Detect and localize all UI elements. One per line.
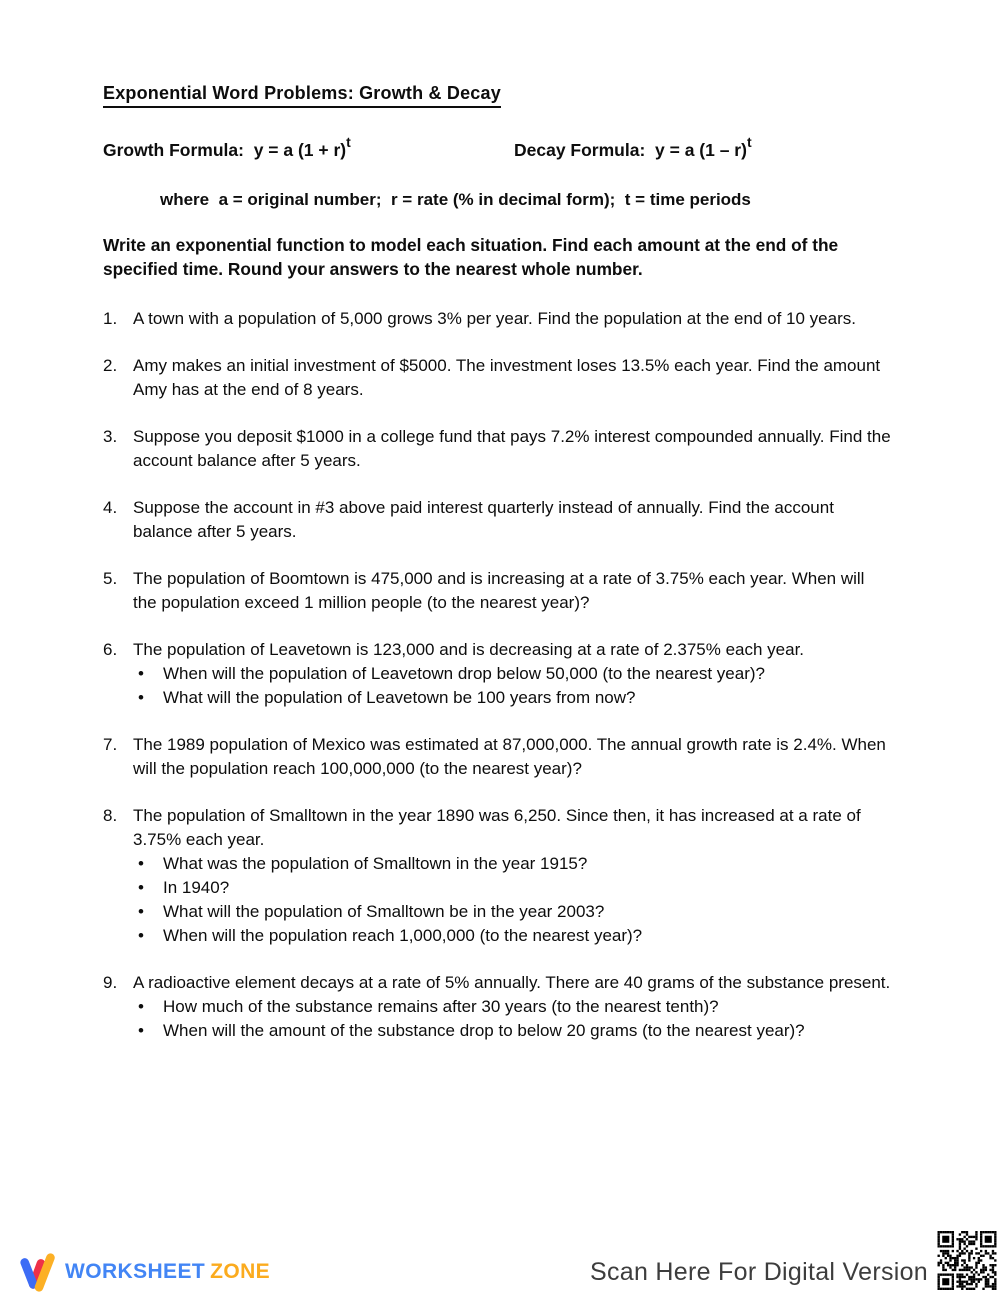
bullet-icon: • xyxy=(138,997,144,1016)
logo-zone-text: ZONE xyxy=(210,1260,271,1283)
decay-formula-exponent: t xyxy=(746,134,752,150)
bullet-item xyxy=(133,900,891,924)
problem-text: A radioactive element decays at a rate of 5% annually. There are 40 grams of the substance present. xyxy=(133,973,891,992)
bullet-icon: • xyxy=(138,854,144,873)
bullet-item xyxy=(133,852,891,876)
problem-number: 1. xyxy=(103,309,118,328)
problem-number: 3. xyxy=(103,427,118,446)
worksheetzone-logo xyxy=(16,1251,270,1293)
bullet-icon: • xyxy=(138,1021,144,1040)
decay-formula-text: Decay Formula: y = a (1 – r) xyxy=(514,140,747,160)
problem-item xyxy=(103,971,893,1043)
problem-body xyxy=(133,425,891,473)
worksheet-content xyxy=(103,83,893,1066)
scan-here-label: Scan Here For Digital Version xyxy=(590,1258,929,1286)
bullet-text: When will the population reach 1,000,000 (to the nearest year)? xyxy=(163,926,643,945)
bullet-icon: • xyxy=(138,902,144,921)
worksheetzone-logo-icon xyxy=(16,1251,62,1293)
problem-number: 2. xyxy=(103,356,118,375)
problem-number: 4. xyxy=(103,498,118,517)
bullet-item xyxy=(133,995,891,1019)
page-title: Exponential Word Problems: Growth & Decay xyxy=(103,83,501,108)
problem-item xyxy=(103,307,893,331)
formula-row xyxy=(103,134,893,163)
qr-code xyxy=(936,1231,998,1290)
problem-item xyxy=(103,567,893,615)
problem-text: A town with a population of 5,000 grows 3% per year. Find the population at the end of 10 years. xyxy=(133,309,856,328)
instructions-text: Write an exponential function to model each situation. Find each amount at the end of the specified time. Round your answers to the nearest whole number. xyxy=(103,235,839,279)
problem-text: Suppose you deposit $1000 in a college fund that pays 7.2% interest compounded annually. Find the account balance after 5 years. xyxy=(133,427,891,470)
bullet-icon: • xyxy=(138,926,144,945)
problem-item xyxy=(103,425,893,473)
problem-number: 8. xyxy=(103,806,118,825)
bullet-text: How much of the substance remains after 30 years (to the nearest tenth)? xyxy=(163,997,719,1016)
growth-formula-text: Growth Formula: y = a (1 + r) xyxy=(103,140,347,160)
problem-list xyxy=(103,307,893,1043)
problem-body xyxy=(133,733,891,781)
bullet-item xyxy=(133,1019,891,1043)
problem-text: The population of Leavetown is 123,000 and is decreasing at a rate of 2.375% each year. xyxy=(133,640,805,659)
bullet-text: In 1940? xyxy=(163,878,230,897)
problem-text: The population of Smalltown in the year 1890 was 6,250. Since then, it has increased at a rate of 3.75% each year. xyxy=(133,806,861,849)
problem-item xyxy=(103,354,893,402)
problem-bullets xyxy=(133,995,891,1043)
problem-body xyxy=(133,971,891,1043)
bullet-icon: • xyxy=(138,688,144,707)
problem-number: 6. xyxy=(103,640,118,659)
problem-body xyxy=(133,496,891,544)
problem-body xyxy=(133,804,891,948)
problem-item xyxy=(103,733,893,781)
bullet-text: What will the population of Leavetown be 100 years from now? xyxy=(163,688,636,707)
problem-text: Suppose the account in #3 above paid interest quarterly instead of annually. Find the account balance after 5 years. xyxy=(133,498,834,541)
problem-bullets xyxy=(133,662,891,710)
problem-body xyxy=(133,567,891,615)
problem-bullets xyxy=(133,852,891,948)
problem-item xyxy=(103,496,893,544)
problem-body xyxy=(133,354,891,402)
logo-worksheet-text: WORKSHEET xyxy=(65,1260,206,1283)
bullet-text: When will the population of Leavetown drop below 50,000 (to the nearest year)? xyxy=(163,664,765,683)
growth-formula xyxy=(103,134,514,163)
bullet-item xyxy=(133,876,891,900)
bullet-item xyxy=(133,686,891,710)
bullet-item xyxy=(133,662,891,686)
problem-body xyxy=(133,638,891,710)
bullet-text: What was the population of Smalltown in the year 1915? xyxy=(163,854,588,873)
problem-text: Amy makes an initial investment of $5000. The investment loses 13.5% each year. Find the amount Amy has at the end of 8 years. xyxy=(133,356,881,399)
problem-body xyxy=(133,307,891,331)
formula-legend: where a = original number; r = rate (% in decimal form); t = time periods xyxy=(160,190,751,209)
problem-text: The 1989 population of Mexico was estimated at 87,000,000. The annual growth rate is 2.4%. When will the population reach 100,000,000 (to the nearest year)? xyxy=(133,735,886,778)
decay-formula xyxy=(514,134,752,163)
bullet-icon: • xyxy=(138,878,144,897)
problem-number: 5. xyxy=(103,569,118,588)
problem-text: The population of Boomtown is 475,000 and is increasing at a rate of 3.75% each year. When will the population exceed 1 million people (to the nearest year)? xyxy=(133,569,865,612)
problem-number: 9. xyxy=(103,973,118,992)
bullet-item xyxy=(133,924,891,948)
problem-item xyxy=(103,804,893,948)
bullet-icon: • xyxy=(138,664,144,683)
growth-formula-exponent: t xyxy=(346,134,351,150)
problem-item xyxy=(103,638,893,710)
bullet-text: When will the amount of the substance drop to below 20 grams (to the nearest year)? xyxy=(163,1021,805,1040)
bullet-text: What will the population of Smalltown be in the year 2003? xyxy=(163,902,605,921)
problem-number: 7. xyxy=(103,735,118,754)
